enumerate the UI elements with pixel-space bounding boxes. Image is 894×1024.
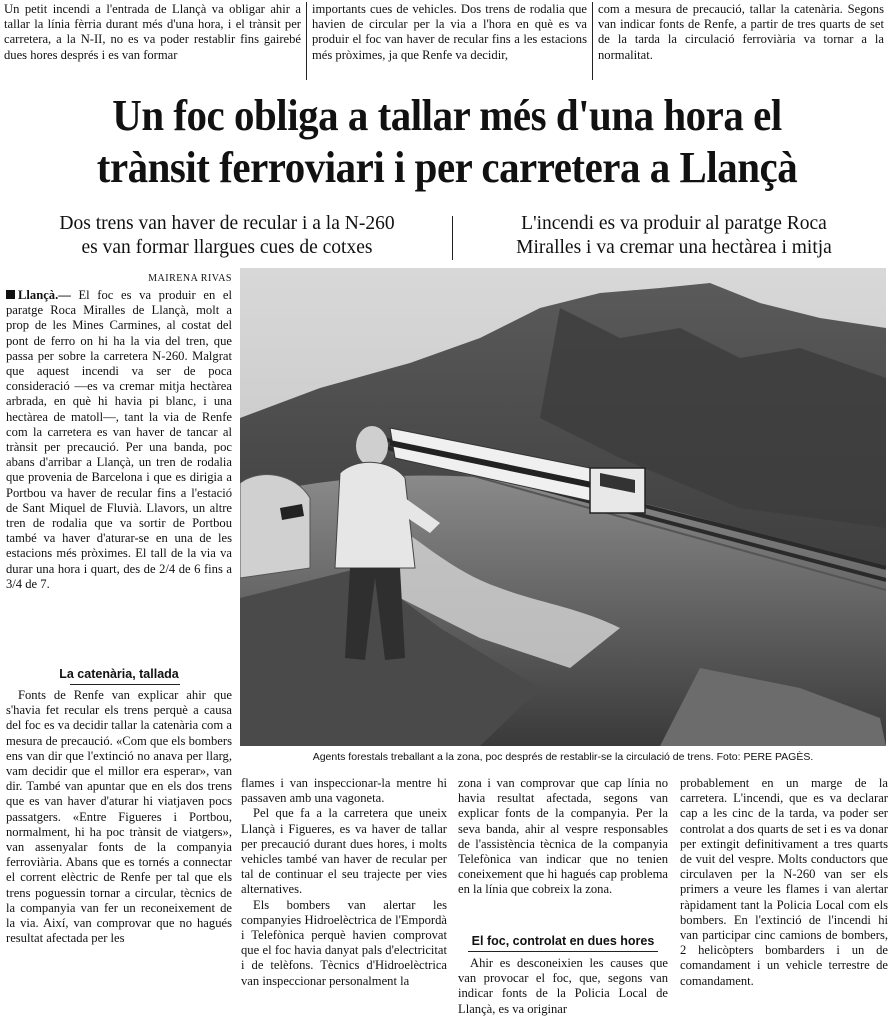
paragraph: Ahir es desconeixien les causes que van provocar el foc, que, segons van indicar fonts de la Policia Local de Llançà, es va originar xyxy=(458,956,668,1016)
paragraph: flames i van inspeccionar-la mentre hi passaven amb una vagoneta. xyxy=(241,776,447,806)
byline: MAIRENA RIVAS xyxy=(148,273,232,284)
section-heading-catenaria: La catenària, tallada xyxy=(59,667,179,681)
news-photo xyxy=(240,268,886,746)
headline-line-1: Un foc obliga a tallar més d'una hora el xyxy=(112,91,782,140)
subhead-left-line-2: es van formar llargues cues de cotxes xyxy=(81,237,373,258)
column-divider xyxy=(306,2,307,80)
top-column-1-text: Un petit incendi a l'entrada de Llançà va obligar ahir a tallar la línia fèrria durant més d'una hora, i el trànsit per carretera, a la N-II, no es va poder restablir fins gairebé dues hores després i es van formar xyxy=(4,2,301,62)
top-column-2-text: importants cues de vehicles. Dos trens de rodalia que havien de circular per la via a l'hora en què es va produir el foc van haver de recular fins a les estacions més pròximes, ja que Renfe va decidir, xyxy=(312,2,587,62)
paragraph: zona i van comprovar que cap línia no havia resultat afectada, segons van explicar fonts de la companyia. Per la seva banda, ahir al vespre responsables de l'assistència tècnica de la companyia Telefònica van indicar que no tenien coneixement que hi hagués cap problema en la línia que cobreix la zona. xyxy=(458,776,668,897)
dateline-square-icon xyxy=(6,290,15,299)
subhead-right-line-2: Miralles i va cremar una hectàrea i mitja xyxy=(516,237,832,258)
article-column-2 xyxy=(241,776,447,1022)
column-divider xyxy=(592,2,593,80)
subhead-divider xyxy=(452,216,453,260)
lead-paragraph-text: El foc es va produir en el paratge Roca Miralles de Llançà, molt a prop de les Mines Carmines, al costat del pont de ferro on hi ha la via del tren, que passa per sobre la carretera N-260. Malgrat que aquest incendi va ser de poca consideració —es va cremar mitja hectàrea arbrada, en què hi havia pi blanc, i una hectàrea de matoll—, tant la via de Renfe com la carretera es van haver de tancar al trànsit per precaució. Per una banda, poc abans d'arribar a Llançà, un tren de rodalia que provenia de Barcelona i que es dirigia a Portbou va haver de recular fins a l'estació de Sant Miquel de Fluvià. Llavors, un altre tren de rodalia que va sortir de Portbou també va haver d'aturar-se en una de les estacions més pròximes. El tall de la via va durar una hora i quart, des de 2/4 de 6 fins a 3/4 de 7. xyxy=(6,288,232,591)
top-column-2 xyxy=(312,2,587,80)
paragraph: probablement en un marge de la carretera. L'incendi, que es va declarar cap a les cinc de la tarda, va poder ser controlat a dos quarts de set i es va donar per extingit definitivament a tres quarts de vuit del vespre. Molts conductors que circulaven per la N-260 van ser els primers a veure les flames i van alertar ràpidament tant la Policia Local com els bombers. En l'extinció de l'incendi hi van participar cinc camions de bombers, 2 helicòpters bombarders i un de comandament i un vehicle terrestre de comandament. xyxy=(680,776,888,988)
caption-credit: PERE PAGÈS. xyxy=(743,751,814,763)
subhead-left xyxy=(8,212,446,260)
subhead-left-line-1: Dos trens van haver de recular i a la N-260 xyxy=(59,213,395,234)
article-column-3-top xyxy=(458,776,668,928)
paragraph: Pel que fa a la carretera que uneix Llançà i Figueres, es va haver de tallar per precaució durant dues hores, i molts vehicles també van haver de recular per tal de continuar el seu trajecte per vies alternatives. xyxy=(241,806,447,897)
second-figure xyxy=(240,475,310,578)
caption-text: Agents forestals treballant a la zona, poc després de restablir-se la circulació de trens. Foto: xyxy=(312,751,744,763)
top-column-3 xyxy=(598,2,884,80)
train-wildfire-photo xyxy=(240,268,886,746)
lead-paragraph xyxy=(6,288,232,592)
photo-caption xyxy=(240,751,886,764)
article-column-1-bottom xyxy=(6,688,232,1022)
section-underline xyxy=(70,684,180,685)
headline-line-2: trànsit ferroviari i per carretera a Llançà xyxy=(96,143,798,192)
subhead-right-line-1: L'incendi es va produir al paratge Roca xyxy=(521,213,827,234)
paragraph: Fonts de Renfe van explicar ahir que s'havia fet recular els trens perquè a causa del foc es va decidir tallar la catenària com a mesura de precaució. «Com que els bombers ens van dir que l'extinció no anava per llarg, vam decidir que el millor era esperar», van dir. També van apuntar que en els dos trens que es van haver d'aturar hi viatjaven pocs passatgers. «Entre Figueres i Portbou, normalment, hi ha poc trànsit de viatgers», van assenyalar fonts de la companyia ferroviària. Abans que es tornés a connectar el corrent elèctric de Renfe per tal que els trens poguessin tornar a circular, tècnics de la companyia van fer un reconeixement de la via. Així, van comprovar que no hagués resultat afectada per les xyxy=(6,688,232,946)
section-underline xyxy=(468,951,658,952)
article-column-4 xyxy=(680,776,888,1022)
dateline: Llançà.— xyxy=(18,288,71,302)
headline xyxy=(31,90,862,194)
article-column-3-bottom xyxy=(458,956,668,1022)
top-column-1 xyxy=(4,2,301,80)
paragraph: Els bombers van alertar les companyies Hidroelèctrica de l'Empordà i Telefònica perquè havien comprovat que el foc havia danyat pals d'electricitat i de telèfons. Tècnics d'Hidroelèctrica van inspeccionar personalment la xyxy=(241,897,447,988)
subhead-right xyxy=(458,212,890,260)
top-column-3-text: com a mesura de precaució, tallar la catenària. Segons van indicar fonts de Renfe, a partir de tres quarts de set de la tarda la circulació ferroviària va tornar a la normalitat. xyxy=(598,2,884,62)
section-heading-foc-controlat: El foc, controlat en dues hores xyxy=(471,934,655,948)
article-column-1-top xyxy=(6,288,232,668)
